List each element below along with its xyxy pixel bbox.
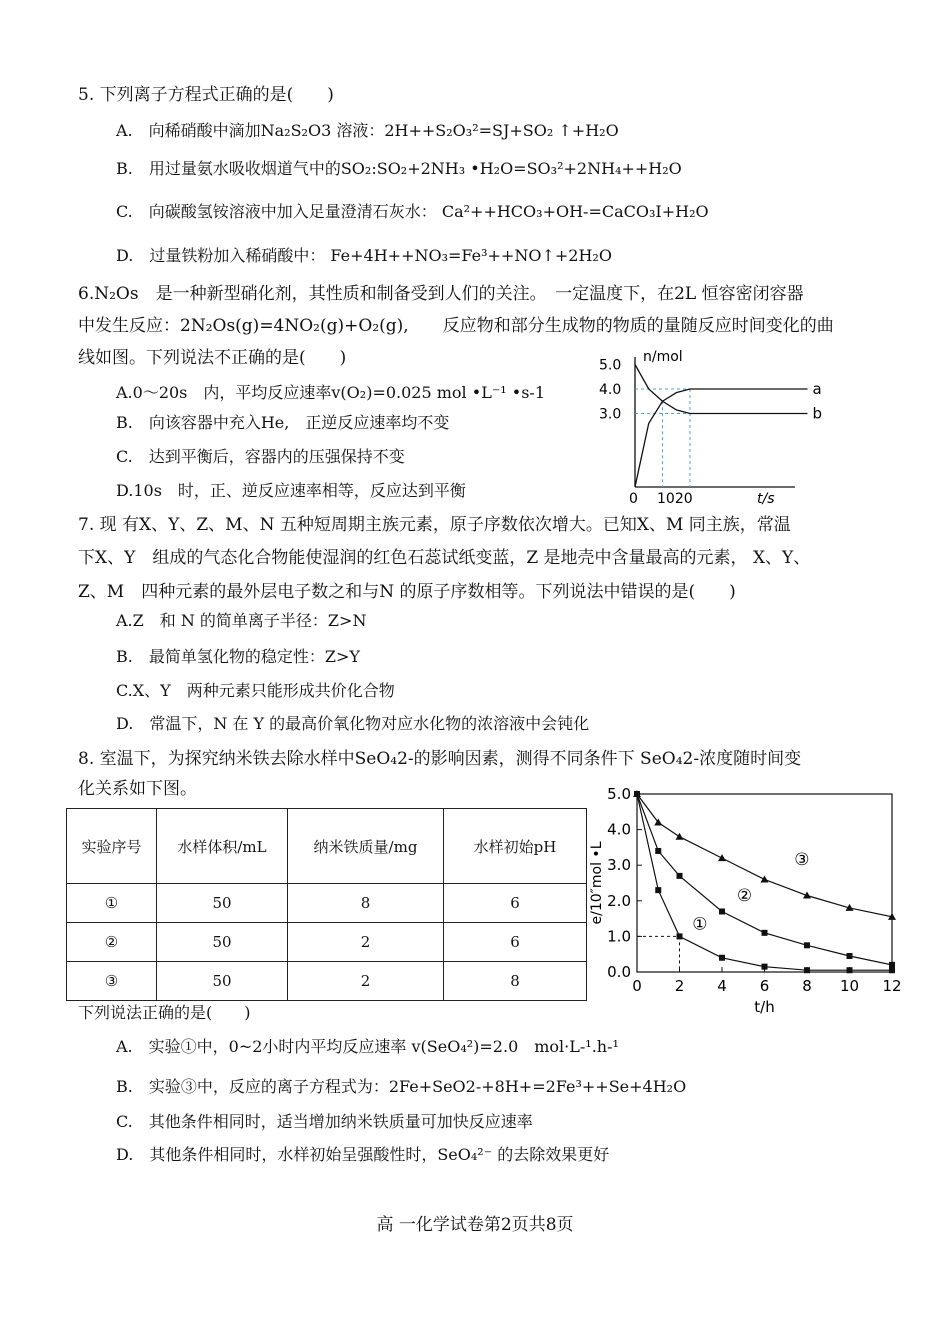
y-axis-label: n/mol: [643, 349, 683, 365]
y-tick-label: 3.0: [607, 856, 631, 875]
data-point: [804, 942, 810, 948]
table-header-row: [67, 809, 587, 884]
data-point: [804, 967, 810, 973]
y-tick-label: 4.0: [599, 382, 622, 398]
series-label: ①: [692, 914, 708, 935]
table-header-cell: 水样初始pH: [444, 809, 587, 884]
table-cell: 50: [157, 884, 288, 923]
series-label: a: [812, 380, 822, 398]
q8-after-text: 下列说法正确的是( ): [78, 1003, 251, 1022]
table-header-cell: 水样体积/mL: [157, 809, 288, 884]
q6-option-b: B. 向该容器中充入He, 正逆反应速率均不变: [116, 413, 450, 432]
table-cell: ①: [67, 884, 157, 923]
data-point: [889, 967, 895, 973]
q6-stem-line3: 线如图。下列说法不正确的是( ): [78, 348, 347, 368]
q7-option-a: A.Z 和 N 的简单离子半径：Z>N: [116, 611, 367, 630]
y-axis-label: e/10″mol •L: [589, 841, 605, 925]
x-axis-label: t/s: [757, 491, 775, 507]
data-point: [847, 953, 853, 959]
data-point: [761, 875, 769, 882]
series-line-2: [637, 794, 892, 917]
table-cell: 6: [444, 884, 587, 923]
series-label: b: [812, 404, 823, 423]
y-tick-label: 1.0: [607, 927, 631, 946]
page-footer: 高 一化学试卷第2页共8页: [376, 1215, 574, 1235]
q8-stem-line2: 化关系如下图。: [78, 779, 197, 799]
series-label: ②: [736, 885, 753, 906]
data-point: [676, 833, 684, 840]
x-tick-label: 0: [632, 977, 642, 995]
data-point: [762, 964, 768, 970]
x-tick-label: 4: [717, 977, 727, 995]
table-cell: 50: [157, 962, 288, 1001]
table-cell: 8: [444, 962, 587, 1001]
q7-option-b: B. 最简单氢化物的稳定性：Z>Y: [116, 647, 360, 666]
y-tick-label: 2.0: [607, 891, 631, 910]
data-point: [719, 955, 725, 961]
q6-stem-line1: 6.N₂Os 是一种新型硝化剂，其性质和制备受到人们的关注。 一定温度下，在2L 恒容密闭容器: [78, 284, 804, 304]
q5-option-a: A. 向稀硝酸中滴加Na₂S₂O3 溶液：2H++S₂O₃²=SJ+SO₂ ↑+H₂O: [116, 121, 619, 140]
series-line-a: [635, 389, 718, 487]
data-point: [762, 930, 768, 936]
q6-stem-line2: 中发生反应：2N₂Os(g)=4NO₂(g)+O₂(g), 反应物和部分生成物的物质的量随反应时间变化的曲: [78, 316, 834, 336]
x-tick-label: 8: [802, 977, 812, 995]
q5-option-d: D. 过量铁粉加入稀硝酸中： Fe+4H++NO₃=Fe³++NO↑+2H₂O: [116, 246, 612, 265]
y-tick-label: 5.0: [607, 785, 631, 803]
table-row: [67, 884, 587, 923]
table-cell: ③: [67, 962, 157, 1001]
table-cell: 6: [444, 923, 587, 962]
q8-option-a: A. 实验①中，0~2小时内平均反应速率 v(SeO₄²)=2.0 mol·L-¹.h-¹: [116, 1037, 619, 1056]
q7-option-c: C.X、Y 两种元素只能形成共价化合物: [116, 681, 395, 700]
q8-option-d: D. 其他条件相同时，水样初始呈强酸性时，SeO₄²⁻ 的去除效果更好: [116, 1145, 610, 1164]
q6-option-a: A.0～20s 内，平均反应速率v(O₂)=0.025 mol •L⁻¹ •s-1: [116, 383, 545, 402]
table-row: [67, 962, 587, 1001]
table-cell: 50: [157, 923, 288, 962]
table-header-cell: 纳米铁质量/mg: [288, 809, 444, 884]
x-tick-label: 0: [629, 491, 638, 507]
table-cell: ②: [67, 923, 157, 962]
q8-chart: [585, 778, 910, 1023]
q5-stem: 5. 下列离子方程式正确的是( ): [78, 85, 334, 105]
data-point: [889, 962, 895, 968]
q7-stem-line2: 下X、Y 组成的气态化合物能使湿润的红色石蕊试纸变蓝，Z 是地壳中含量最高的元素， X、Y、: [78, 548, 811, 568]
x-tick-label: 2: [674, 977, 685, 995]
x-tick-label: 6: [759, 977, 770, 995]
series-label: ③: [794, 850, 810, 871]
q6-option-c: C. 达到平衡后，容器内的压强保持不变: [116, 447, 405, 466]
y-tick-label: 4.0: [607, 820, 631, 839]
data-point: [677, 873, 683, 879]
q5-option-c: C. 向碳酸氢铵溶液中加入足量澄清石灰水： Ca²++HCO₃+OH-=CaCO₃I+H₂O: [116, 202, 709, 221]
q8-stem-line1: 8. 室温下，为探究纳米铁去除水样中SeO₄2-的影响因素，测得不同条件下 SeO₄2-浓度随时间变: [78, 749, 802, 769]
q6-chart: [595, 345, 823, 507]
table-cell: 2: [288, 962, 444, 1001]
data-point: [655, 848, 661, 854]
x-tick-label: 12: [882, 977, 902, 995]
y-tick-label: 5.0: [599, 357, 622, 374]
q7-stem-line3: Z、M 四种元素的最外层电子数之和与N 的原子序数相等。下列说法中错误的是( ): [78, 582, 736, 602]
y-tick-label: 3.0: [599, 406, 622, 423]
q7-stem-line1: 7. 现 有X、Y、Z、M、N 五种短周期主族元素，原子序数依次增大。已知X、M 同主族，常温: [78, 515, 791, 535]
data-point: [847, 967, 853, 973]
table-row: [67, 923, 587, 962]
plot-frame: [637, 794, 892, 972]
q7-option-d: D. 常温下，N 在 Y 的最高价氧化物对应水化物的浓溶液中会钝化: [116, 714, 590, 733]
x-tick-label: 1020: [657, 491, 693, 507]
table-cell: 8: [288, 884, 444, 923]
q8-option-b: B. 实验③中，反应的离子方程式为：2Fe+SeO2-+8H+=2Fe³++Se+4H₂O: [116, 1077, 687, 1096]
q5-option-b: B. 用过量氨水吸收烟道气中的SO₂:SO₂+2NH₃ •H₂O=SO₃²+2NH₄++H₂O: [116, 159, 682, 178]
y-tick-label: 0.0: [607, 963, 631, 981]
data-point: [677, 933, 683, 939]
data-point: [655, 887, 661, 893]
data-point: [719, 908, 725, 914]
x-axis-label: t/h: [754, 998, 775, 1016]
q8-experiment-table: [66, 808, 587, 1001]
x-tick-label: 10: [839, 977, 860, 995]
data-point: [718, 854, 726, 861]
table-header-cell: 实验序号: [67, 809, 157, 884]
q6-option-d: D.10s 时，正、逆反应速率相等，反应达到平衡: [116, 481, 466, 500]
q8-option-c: C. 其他条件相同时，适当增加纳米铁质量可加快反应速率: [116, 1112, 533, 1131]
table-cell: 2: [288, 923, 444, 962]
